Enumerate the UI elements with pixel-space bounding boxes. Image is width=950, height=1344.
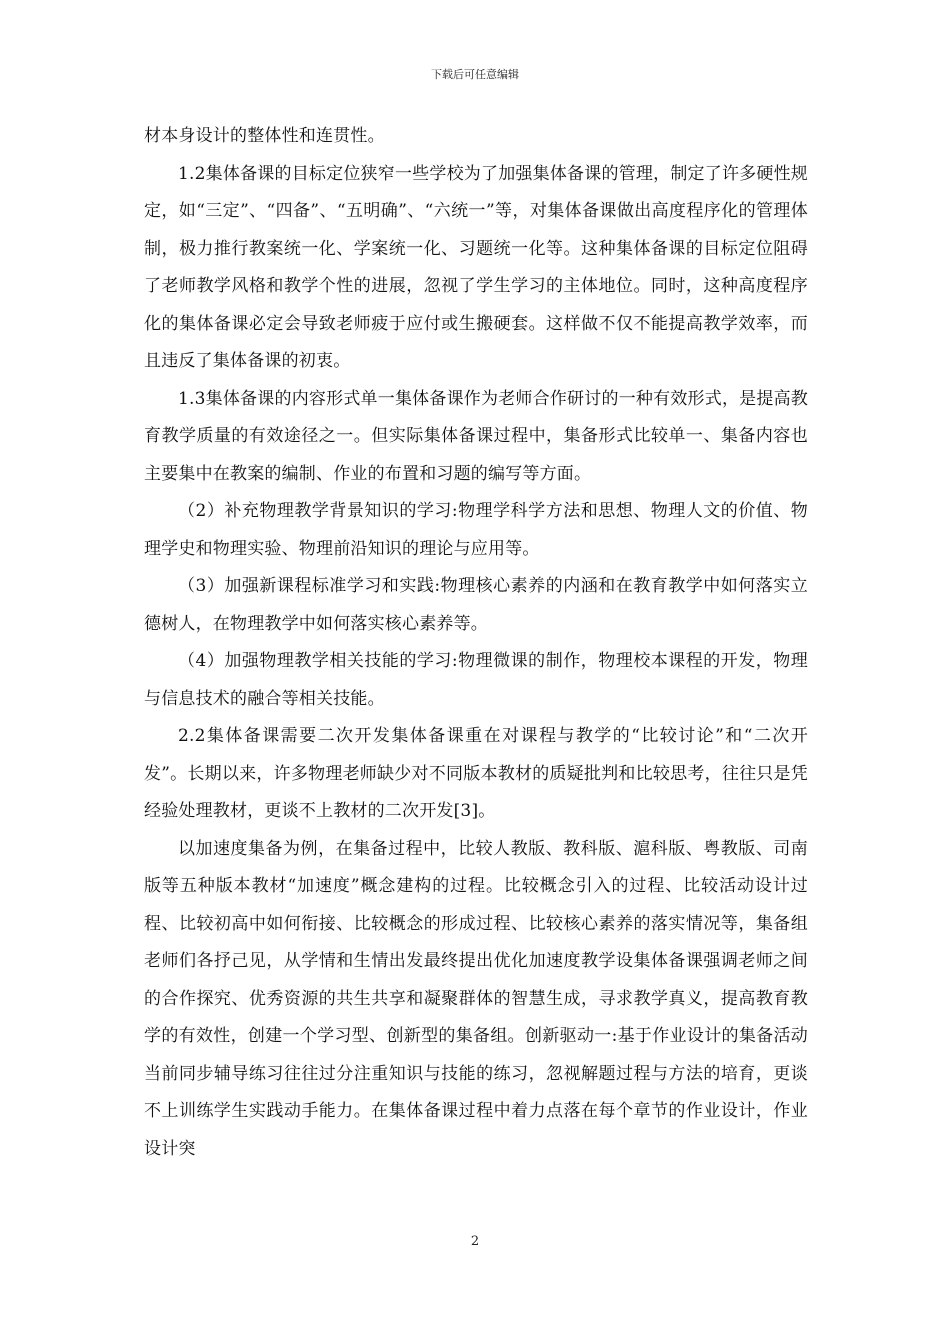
paragraph-section-2-2: 2.2集体备课需要二次开发集体备课重在对课程与教学的“比较讨论”和“二次开发”。长期以来，许多物理老师缺少对不同版本教材的质疑批判和比较思考，往往只是凭经验处理教材，更谈不上教材的二次开发[3]。 — [144, 726, 808, 821]
page-number: 2 — [470, 1234, 480, 1249]
paragraph-acceleration-example: 以加速度集备为例，在集备过程中，比较人教版、教科版、滬科版、粤教版、司南版等五种版本教材“加速度”概念建构的过程。比较概念引入的过程、比较活动设计过程、比较初高中如何衔接、比较概念的形成过程、比较核心素养的落实情况等，集备组老师们各抒己见，从学情和生情出发最终提出优化加速度教学设集体备课强调老师之间的合作探究、优秀资源的共生共享和凝聚群体的智慧生成，寻求教学真义，提高教育教学的有效性，创建一个学习型、创新型的集备组。创新驱动一:基于作业设计的集备活动当前同步辅导练习往往过分注重知识与技能的练习，忽视解题过程与方法的培育，更谈不上训练学生实践动手能力。在集体备课过程中着力点落在每个章节的作业设计，作业设计突 — [144, 838, 808, 1159]
paragraph-continuation: 材本身设计的整体性和连贯性。 — [144, 126, 385, 146]
page-header: 下载后可任意编辑 — [431, 68, 519, 81]
paragraph-item-4: （4）加强物理教学相关技能的学习:物理微课的制作，物理校本课程的开发，物理与信息技术的融合等相关技能。 — [144, 651, 808, 709]
paragraph-item-2: （2）补充物理教学背景知识的学习:物理学科学方法和思想、物理人文的价值、物理学史和物理实验、物理前沿知识的理论与应用等。 — [144, 501, 808, 559]
document-body — [144, 118, 808, 1168]
paragraph-item-3: （3）加强新课程标准学习和实践:物理核心素养的内涵和在教育教学中如何落实立德树人，在物理教学中如何落实核心素养等。 — [144, 576, 808, 634]
paragraph-section-1-3: 1.3集体备课的内容形式单一集体备课作为老师合作研讨的一种有效形式，是提高教育教学质量的有效途径之一。但实际集体备课过程中，集备形式比较单一、集备内容也主要集中在教案的编制、作业的布置和习题的编写等方面。 — [144, 388, 808, 484]
paragraph-section-1-2: 1.2集体备课的目标定位狭窄一些学校为了加强集体备课的管理，制定了许多硬性规定，如“三定”、“四备”、“五明确”、“六统一”等，对集体备课做出高度程序化的管理体制，极力推行教案统一化、学案统一化、习题统一化等。这种集体备课的目标定位阻碍了老师教学风格和教学个性的进展，忽视了学生学习的主体地位。同时，这种高度程序化的集体备课必定会导致老师疲于应付或生搬硬套。这样做不仅不能提高教学效率，而且违反了集体备课的初衷。 — [144, 163, 808, 371]
